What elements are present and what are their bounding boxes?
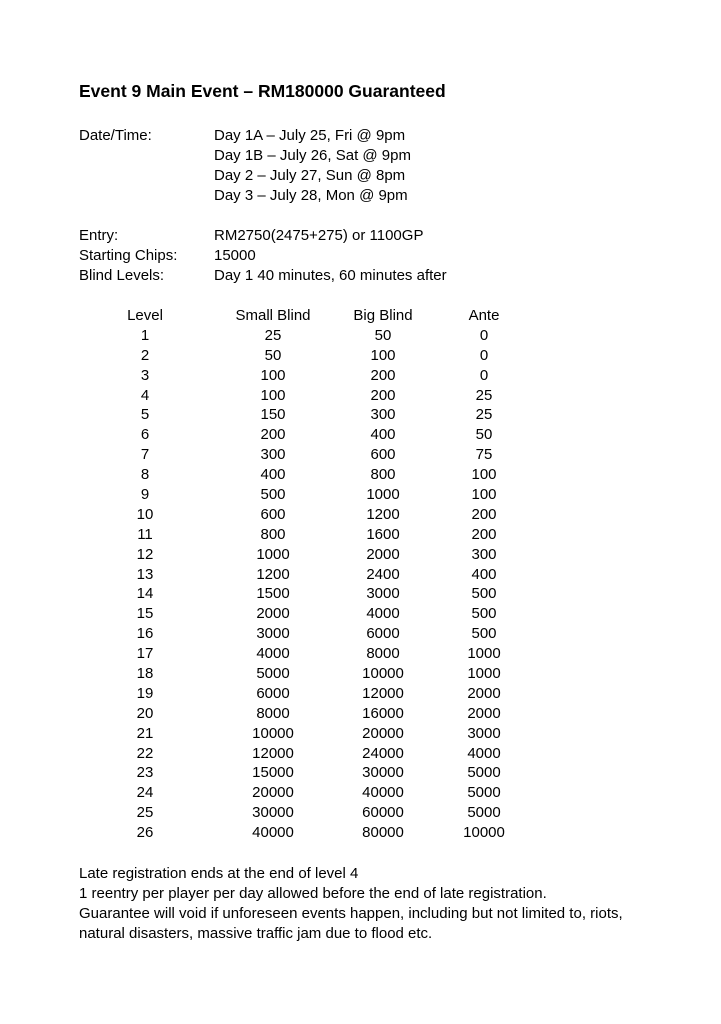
ante-cell: 5000 <box>467 804 501 822</box>
note-line: Guarantee will void if unforeseen events happen, including but not limited to, riots, <box>79 905 623 922</box>
big-blind-cell: 3000 <box>366 585 400 603</box>
level-cell: 24 <box>136 784 154 802</box>
level-cell: 3 <box>140 366 150 384</box>
event-title: Event 9 Main Event – RM180000 Guaranteed <box>79 81 446 101</box>
table-row <box>0 565 721 585</box>
level-cell: 26 <box>136 824 154 842</box>
small-blind-cell: 500 <box>260 486 286 504</box>
level-cell: 21 <box>136 724 154 742</box>
table-row <box>0 366 721 386</box>
small-blind-cell: 600 <box>260 505 286 523</box>
ante-cell: 400 <box>471 565 497 583</box>
level-cell: 2 <box>140 346 150 364</box>
ante-cell: 1000 <box>467 665 501 683</box>
big-blind-cell: 800 <box>370 466 396 484</box>
table-row <box>0 405 721 425</box>
small-blind-cell: 6000 <box>256 684 290 702</box>
ante-cell: 500 <box>471 585 497 603</box>
small-blind-cell: 30000 <box>252 804 294 822</box>
ante-cell: 300 <box>471 545 497 563</box>
ante-cell: 75 <box>475 446 493 464</box>
big-blind-cell: 1200 <box>366 505 400 523</box>
table-row <box>0 525 721 545</box>
small-blind-cell: 12000 <box>252 744 294 762</box>
level-cell: 1 <box>140 326 150 344</box>
big-blind-cell: 100 <box>370 346 396 364</box>
ante-cell: 50 <box>475 426 493 444</box>
small-blind-cell: 25 <box>264 326 282 344</box>
table-row <box>0 704 721 724</box>
ante-cell: 4000 <box>467 744 501 762</box>
small-blind-cell: 100 <box>260 366 286 384</box>
level-cell: 25 <box>136 804 154 822</box>
small-blind-cell: 40000 <box>252 824 294 842</box>
big-blind-cell: 12000 <box>362 684 404 702</box>
big-blind-cell: 2000 <box>366 545 400 563</box>
note-line: Late registration ends at the end of level 4 <box>79 865 359 882</box>
ante-cell: 25 <box>475 386 493 404</box>
level-cell: 15 <box>136 605 154 623</box>
big-blind-cell: 4000 <box>366 605 400 623</box>
level-cell: 10 <box>136 505 154 523</box>
level-cell: 6 <box>140 426 150 444</box>
small-blind-cell: 4000 <box>256 645 290 663</box>
ante-cell: 100 <box>471 466 497 484</box>
small-blind-cell: 2000 <box>256 605 290 623</box>
ante-cell: 100 <box>471 486 497 504</box>
small-blind-cell: 20000 <box>252 784 294 802</box>
level-cell: 9 <box>140 486 150 504</box>
table-row <box>0 684 721 704</box>
ante-cell: 1000 <box>467 645 501 663</box>
ante-cell: 10000 <box>463 824 505 842</box>
table-row <box>0 346 721 366</box>
big-blind-cell: 30000 <box>362 764 404 782</box>
level-cell: 5 <box>140 406 150 424</box>
small-blind-cell: 300 <box>260 446 286 464</box>
level-cell: 17 <box>136 645 154 663</box>
small-blind-cell: 3000 <box>256 625 290 643</box>
big-blind-cell: 200 <box>370 366 396 384</box>
table-row <box>0 823 721 843</box>
big-blind-cell: 16000 <box>362 704 404 722</box>
table-row <box>0 664 721 684</box>
note-line: natural disasters, massive traffic jam due to flood etc. <box>79 925 433 942</box>
blind-levels-value: Day 1 40 minutes, 60 minutes after <box>214 267 447 284</box>
day-schedule-line: Day 2 – July 27, Sun @ 8pm <box>214 167 406 184</box>
small-blind-cell: 5000 <box>256 665 290 683</box>
level-cell: 16 <box>136 625 154 643</box>
big-blind-cell: 6000 <box>366 625 400 643</box>
ante-cell: 5000 <box>467 764 501 782</box>
ante-cell: 200 <box>471 525 497 543</box>
level-cell: 23 <box>136 764 154 782</box>
big-blind-cell: 80000 <box>362 824 404 842</box>
table-row <box>0 783 721 803</box>
blind-levels-label: Blind Levels: <box>79 267 165 284</box>
big-blind-cell: 8000 <box>366 645 400 663</box>
level-cell: 19 <box>136 684 154 702</box>
level-cell: 18 <box>136 665 154 683</box>
big-blind-cell: 50 <box>374 326 392 344</box>
date-time-label: Date/Time: <box>79 127 152 144</box>
column-header-level: Level <box>127 307 163 324</box>
small-blind-cell: 1000 <box>256 545 290 563</box>
small-blind-cell: 400 <box>260 466 286 484</box>
date-time-values <box>214 126 411 206</box>
level-cell: 20 <box>136 704 154 722</box>
ante-cell: 2000 <box>467 704 501 722</box>
starting-chips-value: 15000 <box>214 247 256 264</box>
small-blind-cell: 10000 <box>252 724 294 742</box>
table-row <box>0 584 721 604</box>
day-schedule-line: Day 1B – July 26, Sat @ 9pm <box>214 147 411 164</box>
column-header-ante: Ante <box>468 307 500 324</box>
table-row <box>0 465 721 485</box>
big-blind-cell: 200 <box>370 386 396 404</box>
table-row <box>0 803 721 823</box>
small-blind-cell: 1500 <box>256 585 290 603</box>
column-header-big-blind: Big Blind <box>353 307 413 324</box>
table-row <box>0 644 721 664</box>
blind-structure-table <box>0 306 721 843</box>
table-row <box>0 604 721 624</box>
ante-cell: 5000 <box>467 784 501 802</box>
note-line: 1 reentry per player per day allowed before the end of late registration. <box>79 885 547 902</box>
starting-chips-label: Starting Chips: <box>79 247 178 264</box>
entry-value: RM2750(2475+275) or 1100GP <box>214 227 424 244</box>
big-blind-cell: 24000 <box>362 744 404 762</box>
table-header-row <box>0 306 721 326</box>
big-blind-cell: 300 <box>370 406 396 424</box>
small-blind-cell: 50 <box>264 346 282 364</box>
small-blind-cell: 8000 <box>256 704 290 722</box>
ante-cell: 3000 <box>467 724 501 742</box>
small-blind-cell: 1200 <box>256 565 290 583</box>
notes-section <box>79 864 699 944</box>
day-schedule-line: Day 1A – July 25, Fri @ 9pm <box>214 127 406 144</box>
level-cell: 14 <box>136 585 154 603</box>
small-blind-cell: 200 <box>260 426 286 444</box>
table-row <box>0 724 721 744</box>
big-blind-cell: 1600 <box>366 525 400 543</box>
level-cell: 7 <box>140 446 150 464</box>
small-blind-cell: 15000 <box>252 764 294 782</box>
big-blind-cell: 10000 <box>362 665 404 683</box>
ante-cell: 500 <box>471 605 497 623</box>
big-blind-cell: 60000 <box>362 804 404 822</box>
table-row <box>0 386 721 406</box>
big-blind-cell: 600 <box>370 446 396 464</box>
big-blind-cell: 20000 <box>362 724 404 742</box>
table-row <box>0 763 721 783</box>
big-blind-cell: 40000 <box>362 784 404 802</box>
table-row <box>0 744 721 764</box>
ante-cell: 500 <box>471 625 497 643</box>
level-cell: 11 <box>137 525 153 543</box>
ante-cell: 0 <box>479 366 489 384</box>
level-cell: 22 <box>136 744 154 762</box>
table-row <box>0 326 721 346</box>
ante-cell: 0 <box>479 346 489 364</box>
small-blind-cell: 150 <box>260 406 286 424</box>
table-row <box>0 545 721 565</box>
day-schedule-line: Day 3 – July 28, Mon @ 9pm <box>214 187 408 204</box>
level-cell: 13 <box>136 565 154 583</box>
big-blind-cell: 1000 <box>366 486 400 504</box>
small-blind-cell: 800 <box>260 525 286 543</box>
column-header-small-blind: Small Blind <box>235 307 311 324</box>
level-cell: 8 <box>140 466 150 484</box>
level-cell: 4 <box>140 386 150 404</box>
ante-cell: 2000 <box>467 684 501 702</box>
table-row <box>0 445 721 465</box>
table-row <box>0 505 721 525</box>
entry-label: Entry: <box>79 227 119 244</box>
ante-cell: 25 <box>475 406 493 424</box>
small-blind-cell: 100 <box>260 386 286 404</box>
ante-cell: 0 <box>479 326 489 344</box>
table-row <box>0 425 721 445</box>
big-blind-cell: 400 <box>370 426 396 444</box>
level-cell: 12 <box>136 545 154 563</box>
big-blind-cell: 2400 <box>366 565 400 583</box>
table-row <box>0 485 721 505</box>
table-row <box>0 624 721 644</box>
ante-cell: 200 <box>471 505 497 523</box>
